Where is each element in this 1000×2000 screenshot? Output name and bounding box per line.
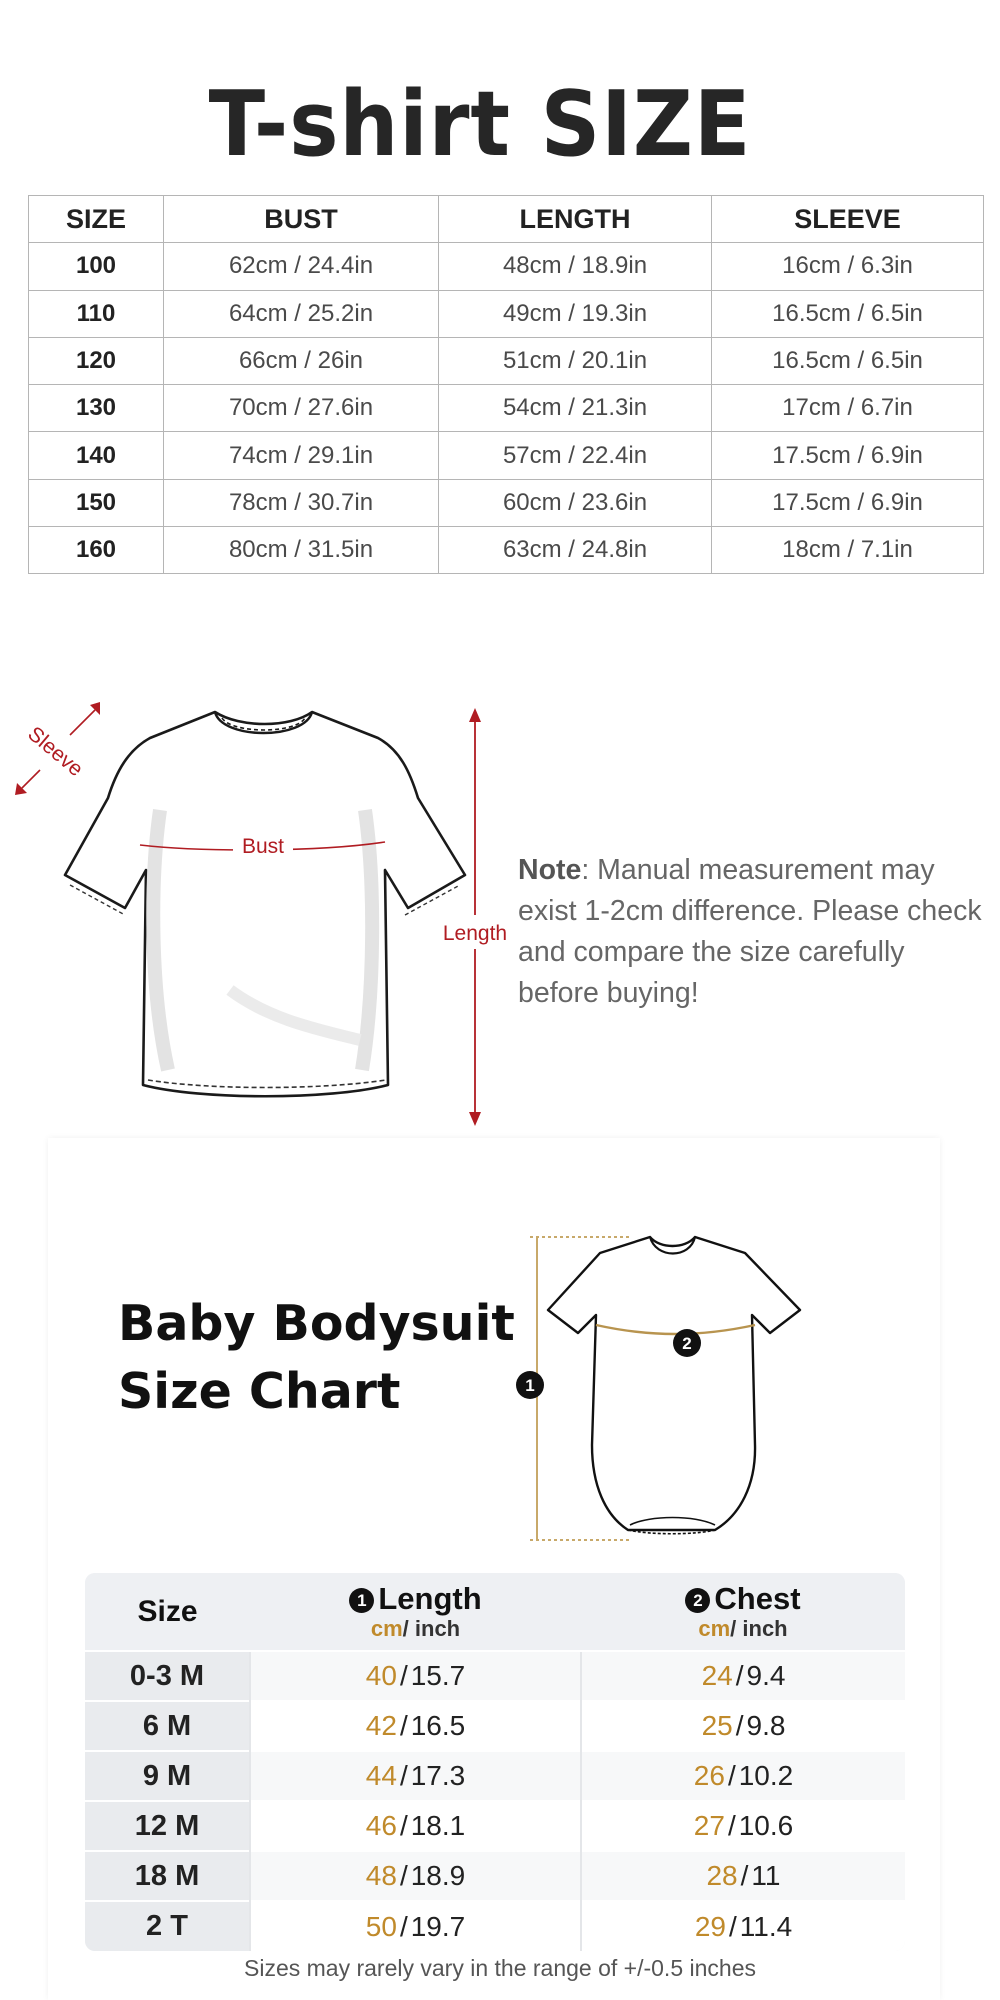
length-inch-value: 16.5 [410,1710,466,1741]
baby-length-cell: 42 / 16.5 [250,1701,581,1751]
table-row [29,432,984,479]
sleeve-cell: 17.5cm / 6.9in [712,479,984,526]
baby-size-cell: 12 M [85,1801,250,1851]
note-label: Note [518,854,582,886]
chest-cm-value: 28 [706,1860,738,1891]
bust-cell: 64cm / 25.2in [164,290,439,337]
chest-cm-value: 26 [693,1760,725,1791]
baby-chest-cell: 25 / 9.8 [581,1701,905,1751]
baby-size-footnote: Sizes may rarely vary in the range of +/-0.5 inches [244,1955,756,1981]
length-marker-number: 1 [525,1376,535,1395]
tshirt-size-title: T-shirt SIZE [208,72,752,177]
column-header-sleeve: SLEEVE [712,196,984,243]
length-number-icon: 1 [349,1588,374,1613]
chest-number-icon: 2 [685,1588,710,1613]
length-cm-value: 44 [365,1760,397,1791]
baby-length-cell: 46 / 18.1 [250,1801,581,1851]
baby-length-cell: 44 / 17.3 [250,1751,581,1801]
chest-cm-value: 25 [701,1710,733,1741]
bodysuit-measurement-diagram [500,1225,840,1555]
baby-chest-cell: 27 / 10.6 [581,1801,905,1851]
table-row [29,527,984,574]
size-cell: 140 [29,432,164,479]
table-row [29,243,984,290]
column-header-size: SIZE [29,196,164,243]
table-row [85,1651,905,1701]
sleeve-cell: 18cm / 7.1in [712,527,984,574]
column-header-bust: BUST [164,196,439,243]
table-row [29,479,984,526]
baby-length-cell: 50 / 19.7 [250,1901,581,1951]
length-cm-value: 48 [365,1860,397,1891]
length-cm-value: 50 [365,1910,397,1942]
sleeve-cell: 16.5cm / 6.5in [712,290,984,337]
table-row [85,1851,905,1901]
chest-cm-value: 27 [693,1810,725,1841]
tshirt-measurement-diagram [0,690,520,1140]
length-cell: 60cm / 23.6in [439,479,712,526]
sleeve-cell: 17.5cm / 6.9in [712,432,984,479]
baby-chart-title-line1: Baby Bodysuit [118,1295,515,1352]
length-cell: 63cm / 24.8in [439,527,712,574]
baby-chest-cell: 29 / 11.4 [581,1901,905,1951]
size-cell: 110 [29,290,164,337]
length-cell: 51cm / 20.1in [439,337,712,384]
baby-size-cell: 0-3 M [85,1651,250,1701]
baby-chest-cell: 26 / 10.2 [581,1751,905,1801]
table-row [29,385,984,432]
bust-cell: 70cm / 27.6in [164,385,439,432]
bust-cell: 62cm / 24.4in [164,243,439,290]
chest-inch-value: 11.4 [739,1910,793,1942]
chest-inch-value: 10.2 [738,1760,794,1791]
length-inch-value: 15.7 [410,1660,466,1691]
length-cell: 48cm / 18.9in [439,243,712,290]
table-row [29,337,984,384]
chest-inch-value: 9.4 [746,1660,786,1691]
size-cell: 100 [29,243,164,290]
table-row [85,1801,905,1851]
sleeve-cell: 16cm / 6.3in [712,243,984,290]
sleeve-label: Sleeve [23,722,88,782]
bodysuit-outline [548,1237,800,1530]
tshirt-outline [65,712,465,1096]
baby-length-cell: 48 / 18.9 [250,1851,581,1901]
baby-size-cell: 9 M [85,1751,250,1801]
baby-header-length: 1 Length cm/ inch [250,1573,581,1651]
column-header-length: LENGTH [439,196,712,243]
baby-length-cell: 40 / 15.7 [250,1651,581,1701]
bust-cell: 66cm / 26in [164,337,439,384]
bust-cell: 80cm / 31.5in [164,527,439,574]
chest-inch-value: 11 [751,1860,781,1891]
table-row [85,1751,905,1801]
measurement-note [518,850,988,1014]
chest-inch-value: 9.8 [746,1710,786,1741]
note-text: : Manual measurement may exist 1-2cm difference. Please check and compare the size carefully before buying! [518,854,982,1009]
baby-size-table [85,1573,905,1951]
baby-size-table-wrap [85,1573,905,1951]
baby-chest-cell: 24 / 9.4 [581,1651,905,1701]
baby-chest-cell: 28 / 11 [581,1851,905,1901]
size-cell: 150 [29,479,164,526]
length-label: Length [442,922,508,945]
size-cell: 160 [29,527,164,574]
table-row [85,1901,905,1951]
sleeve-cell: 17cm / 6.7in [712,385,984,432]
chest-inch-value: 10.6 [738,1810,794,1841]
baby-header-size: Size [85,1573,250,1651]
table-row [29,290,984,337]
baby-size-cell: 2 T [85,1901,250,1951]
baby-size-cell: 18 M [85,1851,250,1901]
chest-cm-value: 29 [694,1910,726,1942]
sleeve-cell: 16.5cm / 6.5in [712,337,984,384]
length-cell: 49cm / 19.3in [439,290,712,337]
bust-cell: 78cm / 30.7in [164,479,439,526]
baby-chart-title [118,1290,538,1426]
baby-size-cell: 6 M [85,1701,250,1751]
baby-header-row [85,1573,905,1651]
bust-cell: 74cm / 29.1in [164,432,439,479]
table-row [85,1701,905,1751]
length-inch-value: 17.3 [410,1760,466,1791]
tshirt-header-row [29,196,984,243]
baby-header-chest: 2 Chest cm/ inch [581,1573,905,1651]
length-cm-value: 46 [365,1810,397,1841]
size-cell: 130 [29,385,164,432]
bust-label: Bust [241,835,285,858]
tshirt-size-table [28,195,984,574]
length-cm-value: 42 [365,1710,397,1741]
length-inch-value: 18.1 [410,1810,466,1841]
size-cell: 120 [29,337,164,384]
chest-cm-value: 24 [701,1660,733,1691]
length-inch-value: 19.7 [410,1910,466,1942]
baby-chart-title-line2: Size Chart [118,1363,401,1420]
length-cell: 57cm / 22.4in [439,432,712,479]
chest-marker-number: 2 [682,1334,692,1353]
length-cm-value: 40 [365,1660,397,1691]
length-inch-value: 18.9 [410,1860,466,1891]
length-cell: 54cm / 21.3in [439,385,712,432]
